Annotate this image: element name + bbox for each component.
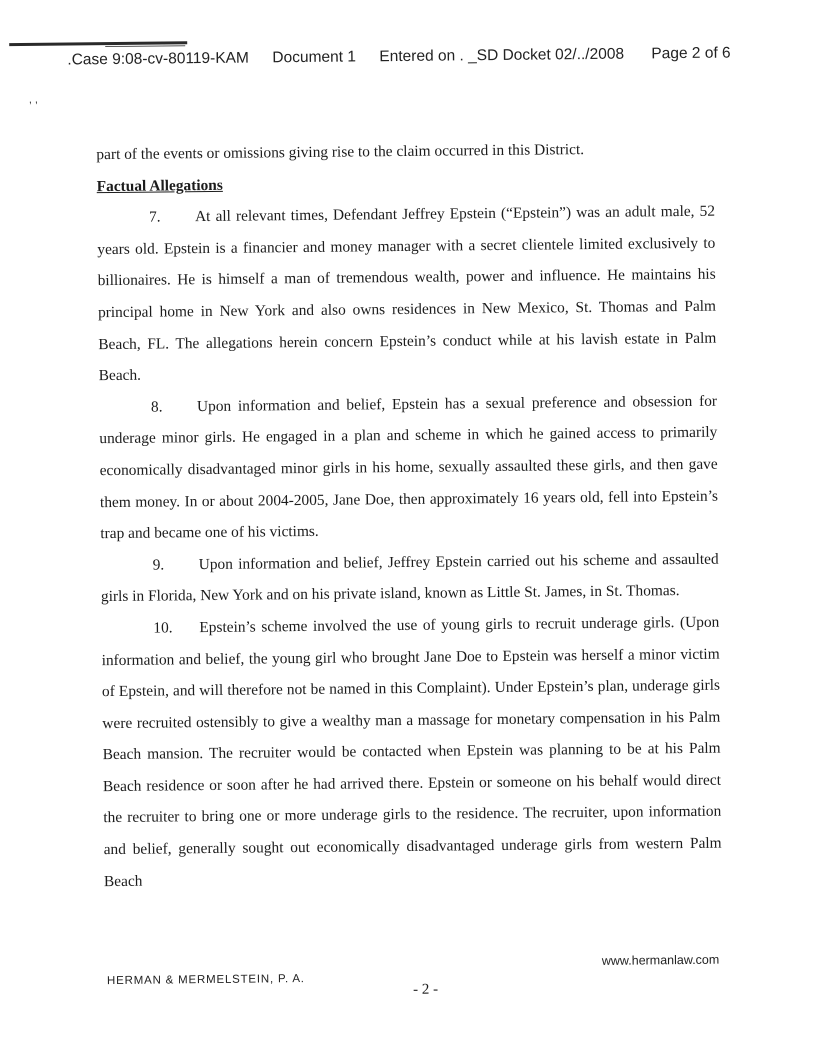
paragraph-number: 8.	[150, 398, 163, 416]
firm-name: HERMAN & MERMELSTEIN, P. A.	[106, 973, 305, 988]
paragraph-text: Epstein’s scheme involved the use of young girls to recruit underage girls. (Upon information and belief, the young girl who brought Jane Doe to Epstein was herself a minor victim of Epstein, and will therefore not be named in this Complaint). Under Epstein’s plan, underage girls were recruited ostensibly to give a wealthy man a massage for monetary compensation in his Palm Beach mansion. The recruiter would be contacted when Epstein was planning to be at his Palm Beach residence or soon after he had arrived there. Epstein or someone on his behalf would direct the recruiter to bring one or more underage girls to the residence. The recruiter, upon information and belief, generally sought out economically disadvantaged underage girls from western Palm Beach	[101, 613, 722, 890]
intro-line: part of the events or omissions giving rise to the claim occurred in this District.	[96, 141, 585, 164]
paragraph-9	[101, 543, 720, 613]
paragraph-number: 9.	[152, 556, 165, 574]
document-body	[96, 133, 722, 898]
case-number: .Case 9:08-cv-80119-KAM	[67, 49, 249, 69]
section-heading: Factual Allegations	[96, 176, 223, 195]
paragraph-8	[99, 385, 719, 549]
paragraph-number: 10.	[153, 619, 173, 637]
court-header	[67, 44, 752, 75]
document-number: Document 1	[272, 48, 357, 67]
paragraph-7	[97, 196, 717, 392]
entered-docket: Entered on . _SD Docket 02/../2008	[379, 45, 625, 66]
firm-website: www.hermanlaw.com	[601, 952, 720, 968]
paragraph-text: Upon information and belief, Epstein has a sexual preference and obsession for underage minor girls. He engaged in a plan and scheme in which he gained access to primarily economically disadvantaged minor girls in his home, sexually assaulted these girls, and then gave them money. In or about 2004-2005, Jane Doe, then approximately 16 years old, fell into Epstein’s trap and became one of his victims.	[99, 392, 719, 543]
scan-artifact-line	[105, 45, 185, 47]
page-of: Page 2 of 6	[651, 44, 731, 63]
paragraph-text: Upon information and belief, Jeffrey Epstein carried out his scheme and assaulted girls in Florida, New York and on his private island, known as Little St. James, in St. Thomas.	[100, 550, 719, 606]
scan-specks: , ,	[28, 93, 39, 106]
page-number: - 2 -	[413, 981, 439, 998]
paragraph-10	[101, 607, 722, 898]
paragraph-text: At all relevant times, Defendant Jeffrey Epstein (“Epstein”) was an adult male, 52 years old. Epstein is a financier and money manager with a secret clientele limited exclusively to billionaires. He is himself a man of tremendous wealth, power and influence. He maintains his principal home in New York and also owns residences in New Mexico, St. Thomas and Palm Beach, FL. The allegations herein concern Epstein’s conduct while at his lavish estate in Palm Beach.	[97, 202, 717, 385]
paragraph-number: 7.	[148, 208, 161, 226]
